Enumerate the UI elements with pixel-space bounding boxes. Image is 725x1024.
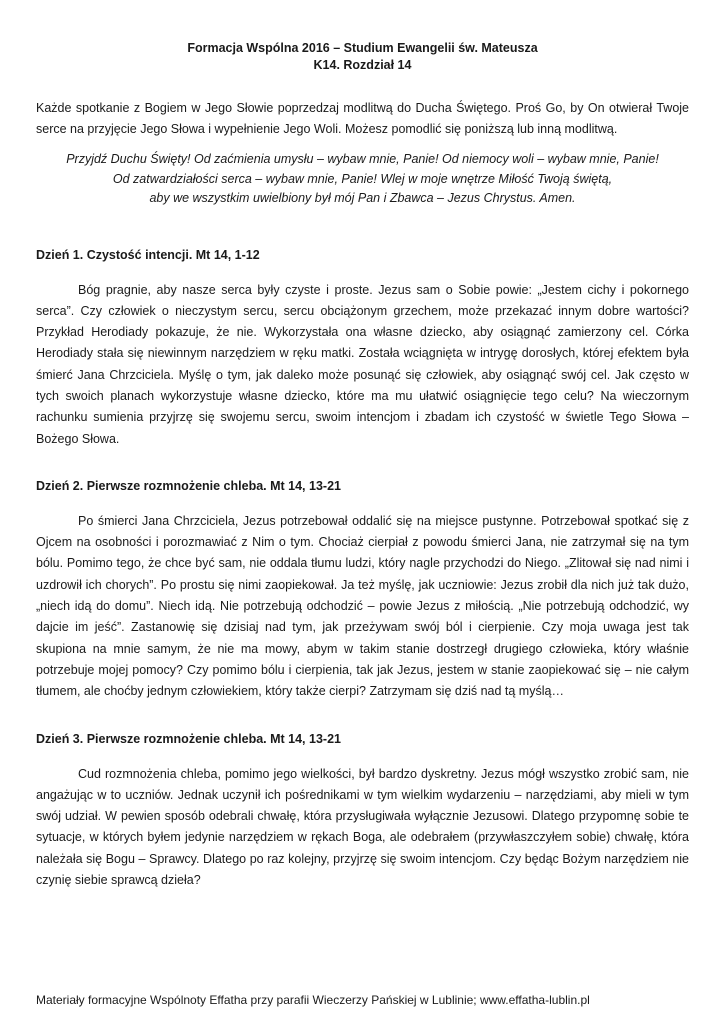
document-page	[36, 40, 689, 891]
day-body: Cud rozmnożenia chleba, pomimo jego wielkości, był bardzo dyskretny. Jezus mógł wszystko zrobić sam, nie angażując w to uczniów. Jednak uczynił ich pośrednikami w tym wielkim wydarzeniu – narzędziami, aby mieli w tym swój udział. W pewien sposób odebrali chwałę, która przysługiwała wyłącznie Jezusowi. Dlatego przypomnę sobie te sytuacje, w których byłem jedynie narzędziem w rękach Boga, ale odebrałem (przywłaszczyłem sobie) chwałę, która należała się Bogu – Sprawcy. Dlatego po raz kolejny, przyjrzę się swoim intencjom. Czy będąc Bożym narzędziem nie czynię siebie sprawcą dzieła?	[36, 766, 689, 888]
prayer-line: aby we wszystkim uwielbiony był mój Pan i Zbawca – Jezus Chrystus. Amen.	[149, 191, 576, 205]
day-section	[36, 731, 689, 892]
day-title: Dzień 1. Czystość intencji. Mt 14, 1-12	[36, 247, 260, 262]
prayer-line: Przyjdź Duchu Święty! Od zaćmienia umysłu – wybaw mnie, Panie! Od niemocy woli – wybaw mnie, Panie!	[66, 152, 659, 166]
page-footer: Materiały formacyjne Wspólnoty Effatha przy parafii Wieczerzy Pańskiej w Lublinie; www.effatha-lublin.pl	[36, 993, 590, 1007]
day-body: Bóg pragnie, aby nasze serca były czyste i proste. Jezus sam o Sobie powie: „Jestem cichy i pokornego serca”. Czy człowiek o nieczystym sercu, sercu obciążonym grzechem, może przekazać innym dobre wartości? Przykład Herodiady pokazuje, że nie. Wykorzystała ona własne dziecko, aby osiągnąć zamierzony cel. Córka Herodiady stała się niewinnym narzędziem w ręku matki. Została wciągnięta w intrygę dorosłych, której efektem była śmierć Jana Chrzciciela. Myślę o tym, jak daleko może posunąć się człowiek, aby osiągnąć swój cel. Jak często w tych swoich planach wykorzystuje własne dziecko, które ma mu ułatwić osiągnięcie tego celu? Na wieczornym rachunku sumienia przyjrzę się swojemu sercu, swoim intencjom i zbadam ich czystość w świetle Tego Słowa – Bożego Słowa.	[36, 282, 689, 446]
prayer-block	[36, 150, 689, 209]
header-title: Formacja Wspólna 2016 – Studium Ewangelii św. Mateusza	[187, 41, 538, 55]
document-header	[36, 40, 689, 74]
header-subtitle: K14. Rozdział 14	[313, 58, 412, 72]
day-section	[36, 247, 689, 450]
day-section	[36, 478, 689, 703]
prayer-line: Od zatwardziałości serca – wybaw mnie, Panie! Wlej w moje wnętrze Miłość Twoją świętą,	[112, 171, 613, 186]
intro-paragraph: Każde spotkanie z Bogiem w Jego Słowie poprzedzaj modlitwą do Ducha Świętego. Proś Go, by On otwierał Twoje serce na przyjęcie Jego Słowa i wypełnienie Jego Woli. Możesz pomodlić się poniższą lub inną modlitwą.	[36, 101, 689, 136]
day-body: Po śmierci Jana Chrzciciela, Jezus potrzebował oddalić się na miejsce pustynne. Potrzebował spotkać się z Ojcem na osobności i porozmawiać z Nim o tym. Chociaż cierpiał z powodu śmierci Jana, nie zatrzymał się na tym bólu. Pomimo tego, że chce być sam, nie oddala tłumu ludzi, który nagle przychodzi do Niego. „Zlitował się nad nimi i uzdrowił ich chorych”. Po prostu się nimi zaopiekował. Ja też myślę, jak uczniowie: Jezus zrobił dla nich już tak dużo, „niech idą do domu”. Niech idą. Nie potrzebują odchodzić – powie Jezus z miłością. „Nie potrzebują odchodzić, wy dajcie im jeść”. Zastanowię się dzisiaj nad tym, jak przeżywam swój ból i cierpienie. Czy moja uwaga jest tak skupiona na mnie samym, że nie ma mowy, abym w takim stanie dostrzegł drugiego człowieka, który właśnie potrzebuje mojej pomocy? Czy pomimo bólu i cierpienia, tak jak Jezus, jestem w stanie zaopiekować się – nie całym tłumem, ale choćby jednym człowiekiem, który także cierpi? Zatrzymam się dziś nad tą myślą…	[36, 513, 689, 699]
day-title: Dzień 3. Pierwsze rozmnożenie chleba. Mt 14, 13-21	[36, 731, 341, 746]
day-title: Dzień 2. Pierwsze rozmnożenie chleba. Mt 14, 13-21	[36, 478, 341, 493]
